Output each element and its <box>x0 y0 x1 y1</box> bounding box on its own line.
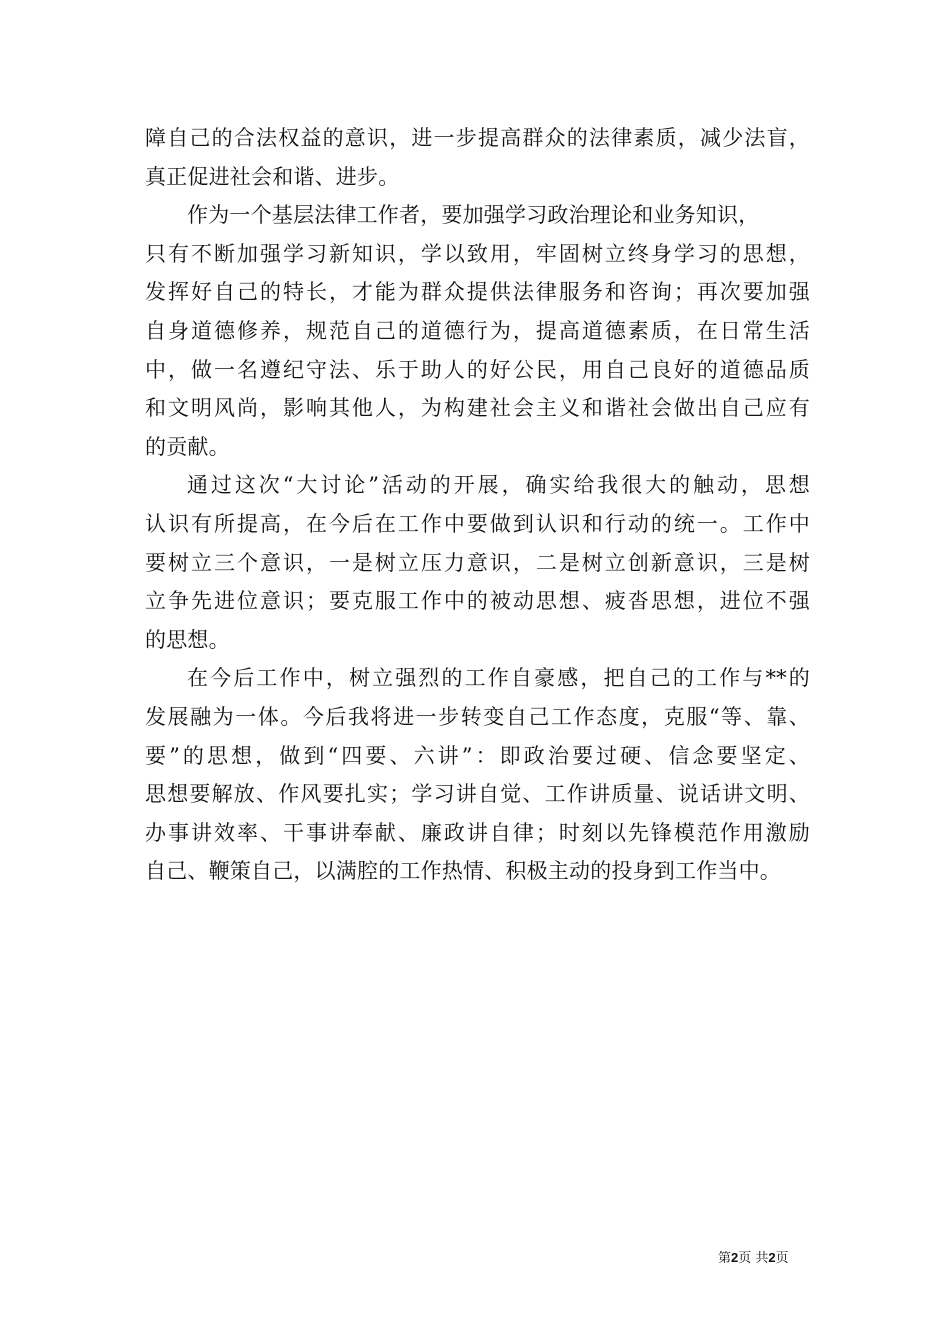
text-line: 的贡献。 <box>145 434 230 459</box>
text-line: 通过这次“大讨论”活动的开展，确实给我很大的触动，思想 <box>187 473 810 498</box>
document-body <box>145 119 810 891</box>
text-line: 在今后工作中，树立强烈的工作自豪感，把自己的工作与**的 <box>187 666 810 691</box>
footer-prefix: 第 <box>718 1251 732 1266</box>
text-line: 真正促进社会和谐、进步。 <box>145 164 400 189</box>
text-line: 办事讲效率、干事讲奉献、廉政讲自律；时刻以先锋模范作用激励 <box>145 820 810 845</box>
page-footer <box>718 1250 789 1267</box>
footer-middle: 页 共 <box>738 1251 769 1266</box>
footer-page-number: 2 <box>731 1250 739 1265</box>
text-line: 的思想。 <box>145 627 230 652</box>
text-line: 障自己的合法权益的意识，进一步提高群众的法律素质，减少法盲， <box>145 126 810 150</box>
text-line: 自己、鞭策自己，以满腔的工作热情、积极主动的投身到工作当中。 <box>145 859 781 884</box>
text-line: 中，做一名遵纪守法、乐于助人的好公民，用自己良好的道德品质 <box>145 357 810 382</box>
text-line: 发展融为一体。今后我将进一步转变自己工作态度，克服“等、靠、 <box>145 704 810 729</box>
paragraph <box>145 466 810 659</box>
text-line: 作为一个基层法律工作者，要加强学习政治理论和业务知识， <box>187 203 760 228</box>
footer-total-pages: 2 <box>768 1250 776 1265</box>
text-line: 立争先进位意识；要克服工作中的被动思想、疲沓思想，进位不强 <box>145 589 810 614</box>
text-line: 要树立三个意识，一是树立压力意识，二是树立创新意识，三是树 <box>145 550 810 575</box>
footer-suffix: 页 <box>775 1251 789 1266</box>
text-line: 要”的思想，做到“四要、六讲”：即政治要过硬、信念要坚定、 <box>145 743 810 768</box>
text-line: 思想要解放、作风要扎实；学习讲自觉、工作讲质量、说话讲文明、 <box>145 782 810 807</box>
paragraph <box>145 119 810 196</box>
text-line: 自身道德修养，规范自己的道德行为，提高道德素质，在日常生活 <box>145 318 810 343</box>
text-line: 和文明风尚，影响其他人，为构建社会主义和谐社会做出自己应有 <box>145 396 810 421</box>
text-line: 发挥好自己的特长，才能为群众提供法律服务和咨询；再次要加强 <box>145 280 810 305</box>
paragraph <box>145 659 810 891</box>
text-line: 只有不断加强学习新知识，学以致用，牢固树立终身学习的思想， <box>145 241 810 266</box>
text-line: 认识有所提高，在今后在工作中要做到认识和行动的统一。工作中 <box>145 511 810 536</box>
paragraph <box>145 196 810 466</box>
